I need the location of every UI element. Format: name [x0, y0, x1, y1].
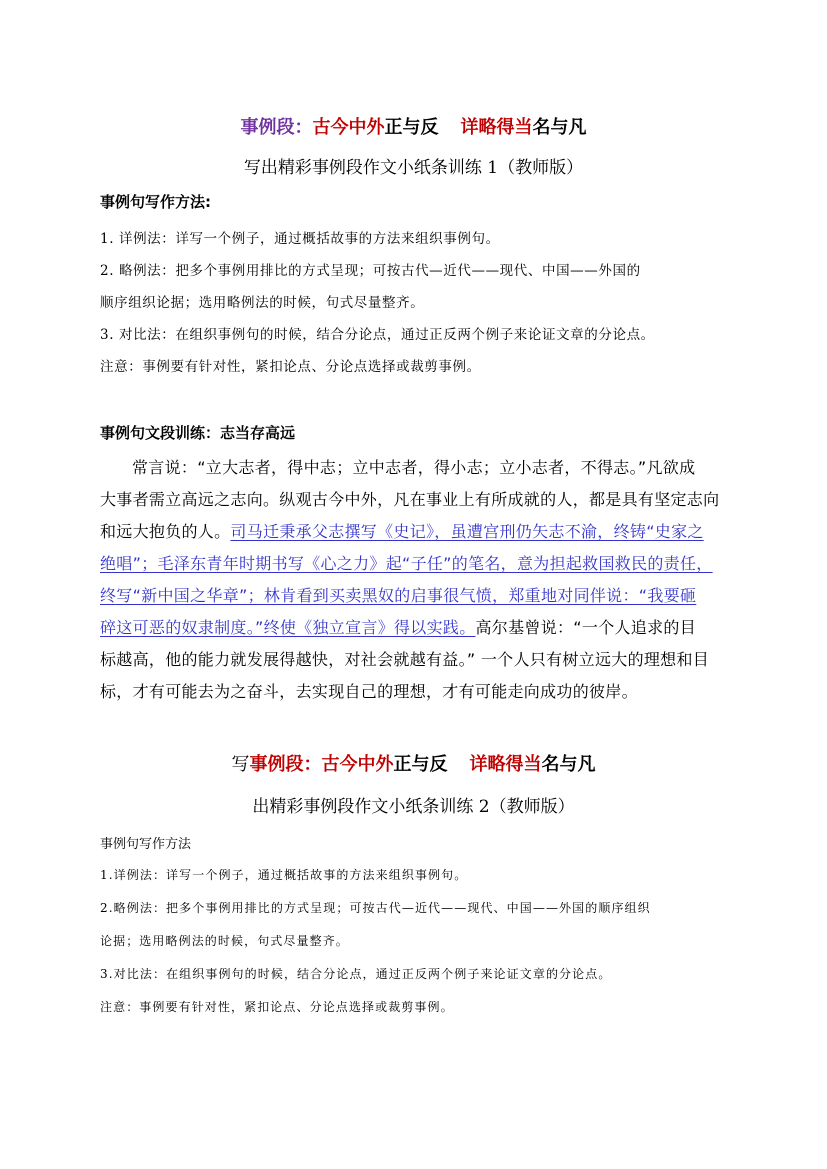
paragraph-line-3-underlined: 司马迁秉承父志撰写《史记》，虽遭宫刑仍矢志不渝，终铸“史家之	[230, 522, 704, 541]
title-part-gujin: 古今中外	[312, 117, 385, 138]
paragraph-line-4: 绝唱”；毛泽东青年时期书写《心之力》起“子任”的笔名，意为担起救国救民的责任，	[100, 554, 713, 573]
paragraph-line-3	[100, 519, 704, 542]
paragraph-line-8: 标，才有可能去为之奋斗，去实现自己的理想，才有可能走向成功的彼岸。	[100, 682, 638, 701]
title-part-zhengfan: 正与反	[384, 117, 439, 138]
section2-title	[0, 750, 827, 776]
section1-training-label: 事例句文段训练：志当存高远	[100, 424, 296, 442]
section2-note: 注意：事例要有针对性，紧扣论点、分论点选择或裁剪事例。	[100, 1000, 454, 1014]
section1-methods-label: 事例句写作方法:	[100, 193, 211, 211]
title-part-xianglue: 详略得当	[460, 117, 533, 138]
section2-method-3: 3.对比法：在组织事例句的时候，结合分论点，通过正反两个例子来论证文章的分论点。	[100, 967, 612, 981]
section1-title	[0, 113, 827, 139]
paragraph-line-5: 终写“新中国之华章”；林肯看到买卖黑奴的启事很气愤，郑重地对同伴说：“我要砸	[100, 586, 697, 605]
section2-method-2-cont: 论据；选用略例法的时候，句式尽量整齐。	[100, 934, 349, 948]
section1-subtitle: 写出精彩事例段作文小纸条训练 1（教师版）	[243, 158, 584, 178]
title-part-xie: 写	[231, 754, 250, 775]
title-part-gujin: 古今中外	[321, 754, 394, 775]
section1-method-2-cont: 顺序组织论据；选用略例法的时候，句式尽量整齐。	[100, 295, 425, 311]
paragraph-line-6	[100, 615, 696, 638]
section1-method-2: 2. 略例法：把多个事例用排比的方式呈现；可按古代—近代——现代、中国——外国的	[100, 263, 641, 279]
paragraph-line-2: 大事者需立高远之志向。纵观古今中外，凡在事业上有所成就的人，都是具有坚定志向	[100, 490, 720, 509]
section1-method-1: 1. 详例法：详写一个例子，通过概括故事的方法来组织事例句。	[100, 231, 500, 247]
paragraph-line-7: 标越高，他的能力就发展得越快，对社会就越有益。” 一个人只有树立远大的理想和目	[100, 650, 710, 669]
section1-note: 注意：事例要有针对性，紧扣论点、分论点选择或裁剪事例。	[100, 359, 481, 375]
section2-method-1: 1.详例法：详写一个例子，通过概括故事的方法来组织事例句。	[100, 868, 468, 882]
section1-method-3: 3. 对比法：在组织事例句的时候，结合分论点，通过正反两个例子来论证文章的分论点。	[100, 327, 655, 343]
paragraph-line-1: 常言说：“立大志者，得中志；立中志者，得小志；立小志者，不得志。”凡欲成	[132, 458, 696, 477]
paragraph-line-3-plain: 和远大抱负的人。	[100, 522, 231, 541]
title-part-label: 事例段：	[249, 754, 322, 775]
section2-method-2: 2.略例法：把多个事例用排比的方式呈现；可按古代—近代——现代、中国——外国的顺序组织	[100, 901, 651, 915]
title-part-label: 事例段：	[240, 117, 313, 138]
title-part-mingfan: 名与凡	[541, 754, 596, 775]
title-part-xianglue: 详略得当	[469, 754, 542, 775]
section2-subtitle: 出精彩事例段作文小纸条训练 2（教师版）	[252, 797, 575, 817]
paragraph-line-6-plain: 高尔基曾说：“一个人追求的目	[475, 618, 696, 637]
section2-methods-label: 事例句写作方法	[100, 837, 192, 852]
title-part-mingfan: 名与凡	[532, 117, 587, 138]
title-part-zhengfan: 正与反	[393, 754, 448, 775]
paragraph-line-6-underlined: 碎这可恶的奴隶制度。”终使《独立宣言》得以实践。	[100, 618, 476, 637]
